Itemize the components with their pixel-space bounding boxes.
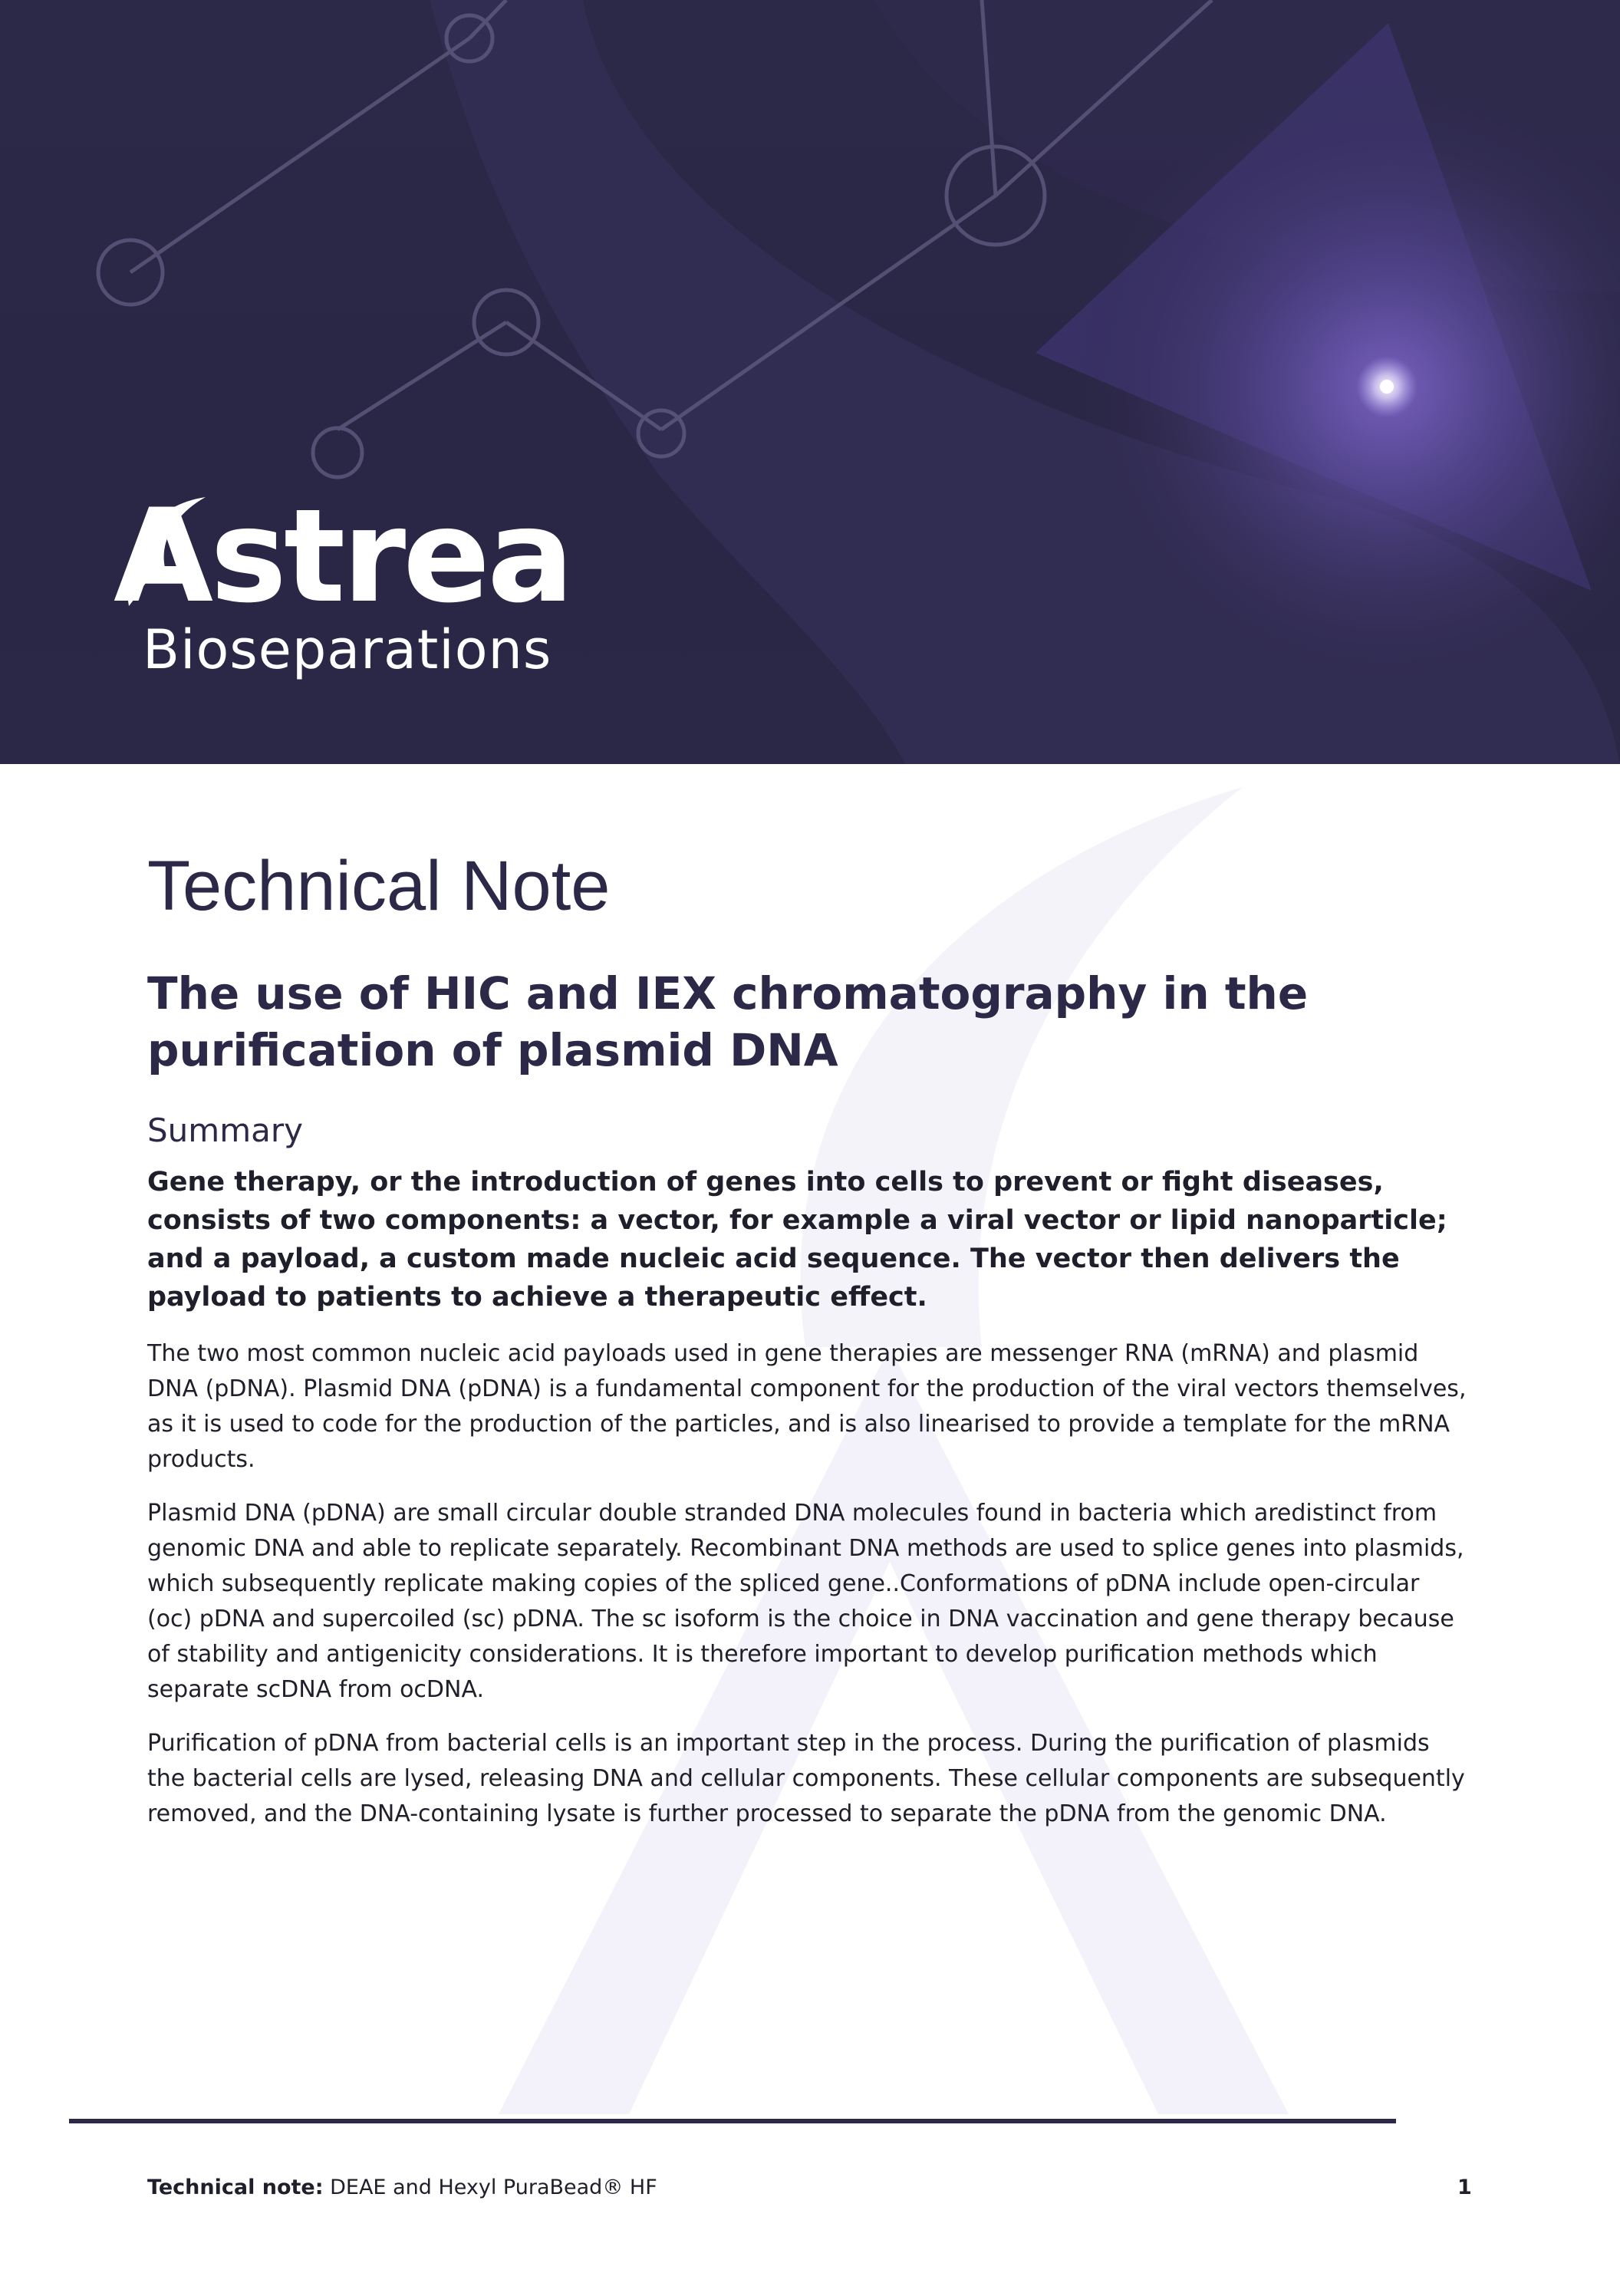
document-title: The use of HIC and IEX chromatography in the purification of plasmid DNA [147,967,1309,1076]
company-logo [114,481,571,681]
paragraph: Plasmid DNA (pDNA) are small circular double stranded DNA molecules found in bacteria which aredistinct from genomic DNA and able to replicate separately. Recombinant DNA methods are used to splice genes into plasmids, which subsequently replicate making copies of the spliced gene..Conformations of pDNA include open-circular (oc) pDNA and supercoiled (sc) pDNA. The sc isoform is the choice in DNA vaccination and gene therapy because of stability and antigenicity considerations. It is therefore important to develop purification methods which separate scDNA from ocDNA. [147,1500,1464,1703]
logo-wordmark [114,481,571,631]
footer-divider [69,2119,1396,2123]
summary-lead: Gene therapy, or the introduction of genes into cells to prevent or fight diseases, consists of two components: a vector, for example a viral vector or lipid nanoparticle; and a payload, a custom made nucleic acid sequence. The vector then delivers the payload to patients to achieve a therapeutic effect. [147,1167,1447,1313]
footer-label: Technical note: [147,2176,324,2199]
page-number: 1 [1457,2176,1472,2199]
footer-note [147,2176,657,2199]
summary-heading: Summary [147,1112,303,1149]
brand-name: Astrea [114,481,571,631]
brand-subtitle: Bioseparations [143,618,552,681]
logo-swoosh-icon [114,491,229,606]
document-type-title: Technical Note [147,847,611,925]
document-body [147,844,1467,1850]
header-banner [0,0,1620,764]
paragraph: Purification of pDNA from bacterial cells is an important step in the process. During the purification of plasmids the bacterial cells are lysed, releasing DNA and cellular components. These cellular components are subsequently removed, and the DNA-containing lysate is further processed to separate the pDNA from the genomic DNA. [147,1730,1465,1827]
footer-text: DEAE and Hexyl PuraBead® HF [330,2176,657,2199]
paragraph: The two most common nucleic acid payloads used in gene therapies are messenger RNA (mRNA) and plasmid DNA (pDNA). Plasmid DNA (pDNA) is a fundamental component for the production of the viral vectors themselves, as it is used to code for the production of the particles, and is also linearised to provide a template for the mRNA products. [147,1340,1467,1473]
